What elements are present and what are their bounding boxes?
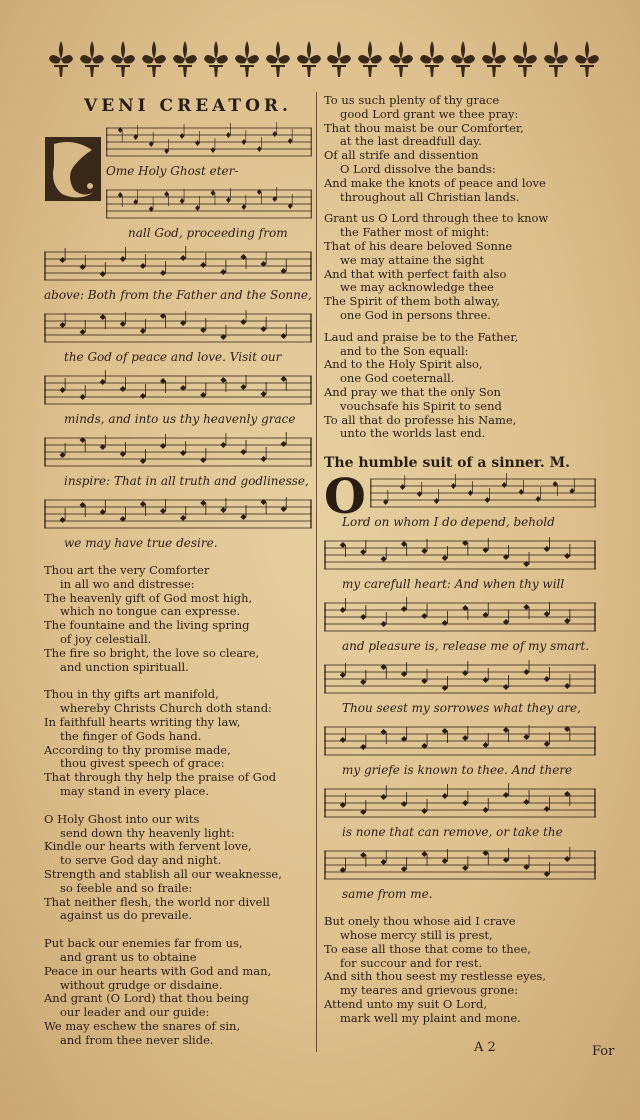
lyric-line: same from me. [342, 887, 433, 902]
fleur-de-lis-icon [448, 39, 478, 79]
signature-mark: A 2 [474, 1040, 496, 1055]
hymn-title: VENI CREATOR. [84, 96, 292, 116]
verse-line: Peace in our hearts with God and man, [44, 963, 272, 978]
verse-line: Grant us O Lord through thee to know [324, 211, 549, 226]
verse-line: Put back our enemies far from us, [44, 936, 243, 951]
fleur-de-lis-icon [386, 39, 416, 79]
verse-line: my teares and grievous grone: [340, 983, 519, 998]
music-staff [370, 473, 596, 513]
lyric-line: nall God, proceeding from [128, 226, 288, 240]
verse-line: against us do prevaile. [60, 908, 193, 923]
fleur-de-lis-icon [294, 39, 324, 79]
verse-line: And grant (O Lord) that thou being [44, 991, 250, 1006]
fleur-de-lis-icon [417, 39, 447, 79]
music-staff [106, 184, 312, 224]
fleur-de-lis-icon [232, 39, 262, 79]
verse-line: send down thy heavenly light: [60, 825, 235, 840]
lyric-line: above: Both from the Father and the Sonne, [44, 288, 312, 302]
verse-line: for succour and for rest. [340, 955, 483, 970]
verse-line: unto the worlds last end. [340, 426, 486, 441]
music-staff [324, 535, 596, 575]
verse-line: To us such plenty of thy grace [324, 93, 500, 107]
verse-line: That through thy help the praise of God [44, 770, 277, 785]
hymn-title: The humble suit of a sinner. M. [324, 455, 571, 472]
verse-line: thou givest speech of grace: [60, 756, 225, 771]
music-staff [44, 494, 312, 534]
verse-line: throughout all Christian lands. [340, 189, 520, 204]
verse [44, 813, 312, 923]
verse-line: and unction spirituall. [60, 659, 189, 674]
fleur-de-lis-icon [541, 39, 571, 79]
column-divider [316, 92, 317, 1052]
verse-line: whose mercy still is prest, [340, 927, 493, 942]
verse-line: without grudge or disdaine. [60, 977, 223, 992]
lyric-line: minds, and into us thy heavenly grace [64, 412, 296, 426]
lyric-line: inspire: That in all truth and godlinesse, [64, 474, 309, 488]
large-initial-o: O [324, 469, 366, 526]
verse-line: O Holy Ghost into our wits [44, 811, 200, 826]
verse [44, 564, 312, 674]
fleur-de-lis-icon [139, 39, 169, 79]
verse-line: may stand in every place. [60, 783, 210, 798]
verse-line: O Lord dissolve the bands: [340, 161, 496, 176]
lyric-line: my griefe is known to thee. And there [342, 763, 573, 778]
lyric-line: and pleasure is, release me of my smart. [342, 639, 590, 654]
fleur-de-lis-icon [263, 39, 293, 79]
fleur-de-lis-icon [77, 39, 107, 79]
verse-line: Strength and stablish all our weaknesse, [44, 866, 282, 881]
verse-line: The fire so bright, the love so cleare, [44, 645, 260, 660]
music-staff [324, 721, 596, 761]
verse-line: and to the Son equall: [340, 343, 469, 358]
verse-line: The fountaine and the living spring [44, 618, 250, 633]
verse-line: That of his deare beloved Sonne [324, 238, 513, 253]
verse-line: And to the Holy Spirit also, [324, 357, 483, 372]
music-staff [44, 308, 312, 348]
verse-line: And pray we that the only Son [324, 384, 501, 399]
fleur-de-lis-icon [324, 39, 354, 79]
decorated-initial-c-icon [44, 136, 102, 202]
music-staff [106, 122, 312, 162]
verse [44, 688, 312, 798]
verse-line: mark well my plaint and mone. [340, 1010, 521, 1025]
verse-line: And that with perfect faith also [324, 266, 507, 281]
verse-line: Attend unto my suit O Lord, [324, 996, 488, 1011]
verse [324, 331, 596, 441]
left-column [44, 94, 312, 1048]
verse-line: We may eschew the snares of sin, [44, 1018, 241, 1033]
verse-line: To all that do professe his Name, [324, 412, 517, 427]
verse-line: That thou maist be our Comforter, [324, 120, 524, 135]
music-staff [324, 783, 596, 823]
verse-line: good Lord grant we thee pray: [340, 106, 519, 121]
verse-line: According to thy promise made, [44, 742, 231, 757]
verse-line: whereby Christs Church doth stand: [60, 701, 272, 716]
verse-line: vouchsafe his Spirit to send [340, 398, 502, 413]
lyric-line: my carefull heart: And when thy will [342, 577, 565, 592]
verse-line: to serve God day and night. [60, 853, 222, 868]
verse-line: Laud and praise be to the Father, [324, 329, 519, 344]
verse-line: and grant us to obtaine [60, 949, 197, 964]
verse-line: which no tongue can expresse. [60, 604, 241, 619]
verse-line: Thou in thy gifts art manifold, [44, 687, 219, 702]
verse-line: That neither flesh, the world nor divell [44, 894, 270, 909]
verse-line: one God coeternall. [340, 371, 455, 386]
verse-line: so feeble and so fraile: [60, 880, 193, 895]
verse-line: the Father most of might: [340, 225, 490, 240]
verse-line: we may attaine the sight [340, 252, 485, 267]
fleur-de-lis-icon [510, 39, 540, 79]
verse-line: The Spirit of them both alway, [324, 294, 500, 309]
fleur-de-lis-icon [170, 39, 200, 79]
fleur-de-lis-icon [108, 39, 138, 79]
verse-line: Kindle our hearts with fervent love, [44, 839, 252, 854]
catchword: For [592, 1044, 615, 1059]
verse-line: Thou art the very Comforter [44, 563, 210, 577]
music-staff [324, 597, 596, 637]
verse-line: The heavenly gift of God most high, [44, 590, 253, 605]
lyric-line: is none that can remove, or take the [342, 825, 563, 840]
verse-line: in all wo and distresse: [60, 576, 195, 591]
lyric-line: Ome Holy Ghost eter- [106, 164, 239, 178]
fleur-de-lis-icon [479, 39, 509, 79]
verse-line: we may acknowledge thee [340, 280, 494, 295]
verse [44, 937, 312, 1047]
music-staff [44, 432, 312, 472]
lyric-line: we may have true desire. [64, 536, 218, 550]
verse-line: And make the knots of peace and love [324, 175, 546, 190]
music-staff [44, 370, 312, 410]
ornamental-border [46, 36, 602, 82]
verse-line: But onely thou whose aid I crave [324, 914, 516, 929]
verse [324, 915, 596, 1025]
fleur-de-lis-icon [46, 39, 76, 79]
music-staff [324, 845, 596, 885]
music-staff [324, 659, 596, 699]
music-staff [44, 246, 312, 286]
fleur-de-lis-icon [355, 39, 385, 79]
fleur-de-lis-icon [201, 39, 231, 79]
verse-line: of joy celestiall. [60, 631, 152, 646]
lyric-line: Thou seest my sorrowes what they are, [342, 701, 581, 716]
verse-line: at the last dreadfull day. [340, 134, 482, 149]
verse-line: our leader and our guide: [60, 1005, 210, 1020]
verse-line: To ease all those that come to thee, [324, 941, 531, 956]
right-column [324, 94, 596, 1026]
fleur-de-lis-icon [572, 39, 602, 79]
verse [324, 94, 596, 204]
lyric-line: Lord on whom I do depend, behold [342, 515, 555, 530]
verse-line: one God in persons three. [340, 307, 491, 322]
verse-line: Of all strife and dissention [324, 148, 479, 163]
lyric-line: the God of peace and love. Visit our [64, 350, 282, 364]
verse-line: and from thee never slide. [60, 1032, 214, 1047]
verse-line: And sith thou seest my restlesse eyes, [324, 969, 546, 984]
verse-line: In faithfull hearts writing thy law, [44, 714, 241, 729]
verse [324, 212, 596, 322]
verse-line: the finger of Gods hand. [60, 728, 202, 743]
